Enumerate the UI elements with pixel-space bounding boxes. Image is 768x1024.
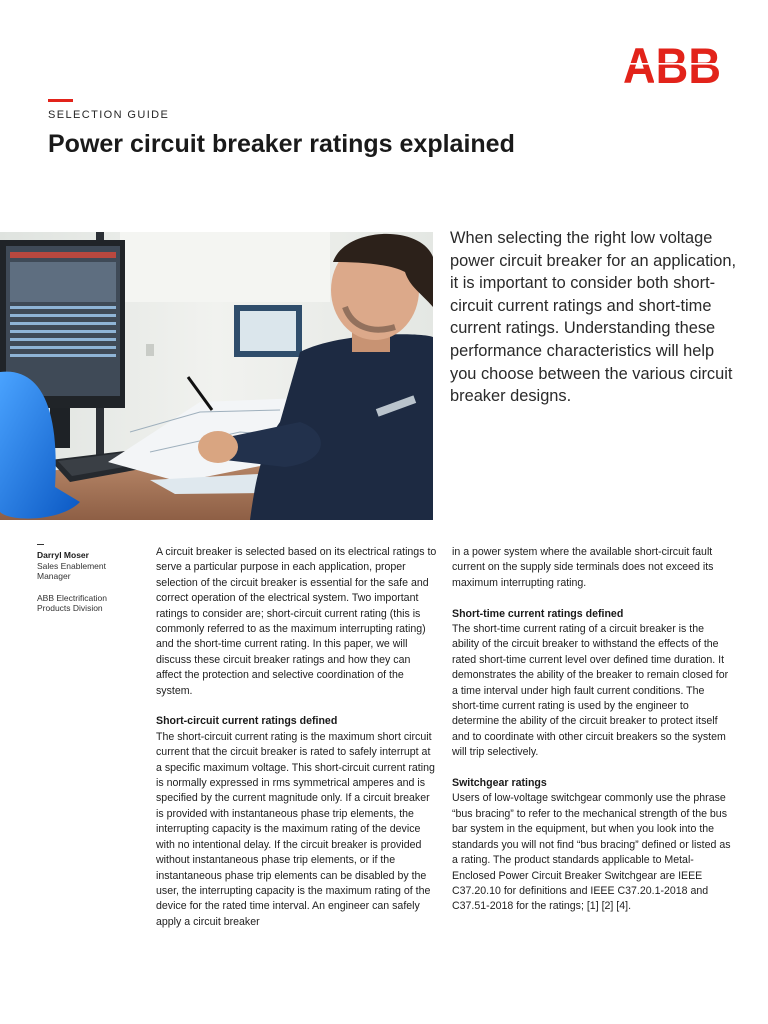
page-title: Power circuit breaker ratings explained [48, 130, 515, 158]
author-name: Darryl Moser [37, 550, 89, 560]
title-accent-bar [48, 99, 73, 102]
author-dash [37, 544, 44, 545]
intro-paragraph: A circuit breaker is selected based on its electrical ratings to serve a particular purpose in each application, proper selection of the circuit breaker is essential for the safe and correct operation of the electrical system. Two important ratings to consider are; short-circuit current rating (this is commonly referred to as the maximum interrupting rating) and the short-time current rating. In this paper, we will discuss these circuit breaker ratings and how they can affect the protection and selective coordination of the system. [156, 546, 437, 697]
switchgear-heading: Switchgear ratings [452, 777, 547, 790]
short-time-paragraph: The short-time current rating of a circuit breaker is the ability of the circuit breaker to withstand the effects of the rated short-time current level over defined time duration. It demonstrates the ability of the breaker to remain closed for a time interval under high fault current conditions. The short-time current rating is used by the engineer to determine the ability of the circuit breaker to protect itself and to coordinate with other circuit breakers so the system will trip selectively. [452, 623, 729, 759]
short-time-heading: Short-time current ratings defined [452, 607, 624, 620]
document-category: SELECTION GUIDE [48, 109, 170, 121]
switchgear-paragraph: Users of low-voltage switchgear commonly use the phrase “bus bracing” to refer to the mechanical strength of the bus bar system in the equipment, but when you look into the standards you will not find “bus bracing” defined or listed as a rating. The product standards applicable to Metal-Enclosed Power Circuit Breaker Switchgear are IEEE C37.20.10 for definitions and IEEE C37.20.1-2018 and C37.51-2018 for the ratings; [1] [2] [4]. [452, 792, 731, 913]
engineer-photo [0, 232, 433, 520]
short-circuit-paragraph: The short-circuit current rating is the maximum short circuit current that the circuit breaker is rated to safely interrupt at a specific maximum voltage. This short-circuit current rating is normally expressed in rms symmetrical amperes and is specified by the current magnitude only. If a circuit breaker is provided with instantaneous phase trip elements, the interrupting capacity is the maximum rating of the device with no intentional delay. If the circuit breaker is provided without instantaneous phase trip elements, or if the instantaneous phase trip elements can be disabled by the user, the interrupting capacity is the maximum rating of the device for the rated time interval. An engineer can safely apply a circuit breaker [156, 730, 435, 928]
body-column-left [156, 545, 439, 930]
body-column-right [452, 545, 732, 915]
author-role: Sales Enablement Manager [37, 560, 106, 582]
short-circuit-heading: Short-circuit current ratings defined [156, 715, 338, 728]
short-circuit-continued-paragraph: in a power system where the available short-circuit fault current on the supply side terminals does not exceed its maximum interrupting rating. [452, 546, 714, 589]
author-organization: ABB Electrification Products Division [37, 592, 107, 614]
abb-logo [622, 44, 722, 84]
lead-paragraph: When selecting the right low voltage power circuit breaker for an application, it is important to consider both short-circuit current ratings and short-time current ratings. Understanding these performance characteristics will help you choose between the various circuit breaker designs. [450, 229, 737, 406]
author-block [37, 550, 132, 614]
